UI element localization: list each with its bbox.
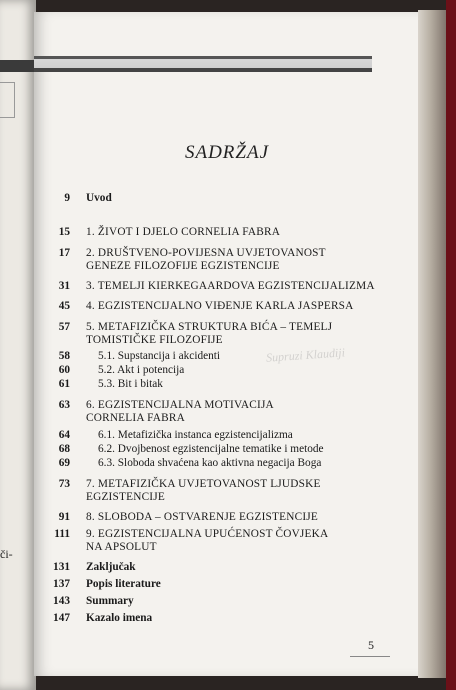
toc-title: 9. EGZISTENCIJALNA UPUĆENOST ČOVJEKA xyxy=(86,528,329,540)
toc-title: 5.2. Akt i potencija xyxy=(98,364,185,376)
toc-page-number: 111 xyxy=(54,528,70,540)
toc-page-number: 69 xyxy=(58,457,70,469)
toc-title: Popis literature xyxy=(86,578,161,590)
toc-title: 7. METAFIZIČKA UVJETOVANOST LJUDSKE xyxy=(86,478,321,490)
toc-page-number: 73 xyxy=(58,478,70,490)
toc-page-number: 143 xyxy=(53,595,70,607)
toc-page-number: 131 xyxy=(53,561,70,573)
toc-title: Uvod xyxy=(86,192,112,204)
toc-title: Zaključak xyxy=(86,561,136,573)
book-cover-edge xyxy=(446,0,456,690)
header-bar xyxy=(34,56,372,72)
toc-title-continuation: CORNELIA FABRA xyxy=(86,412,185,424)
toc-title: 4. EGZISTENCIJALNO VIĐENJE KARLA JASPERSA xyxy=(86,300,354,312)
page-corner-line xyxy=(350,656,390,657)
toc-title-continuation: GENEZE FILOZOFIJE EGZISTENCIJE xyxy=(86,260,280,272)
toc-page-number: 57 xyxy=(58,321,70,333)
toc-title: 6.2. Dvojbenost egzistencijalne tematike i metode xyxy=(98,443,324,455)
page-number: 5 xyxy=(368,638,374,652)
toc-title-continuation: NA APSOLUT xyxy=(86,541,157,553)
previous-page-text-fragment: či- xyxy=(0,547,13,561)
toc-page-number: 64 xyxy=(58,429,70,441)
toc-title-continuation: TOMISTIČKE FILOZOFIJE xyxy=(86,334,223,346)
toc-title: 8. SLOBODA – OSTVARENJE EGZISTENCIJE xyxy=(86,511,318,523)
toc-page-number: 45 xyxy=(58,300,70,312)
toc-title-continuation: EGZISTENCIJE xyxy=(86,491,165,503)
toc-title: 2. DRUŠTVENO-POVIJESNA UVJETOVANOST xyxy=(86,247,326,259)
toc-page-number: 58 xyxy=(58,350,70,362)
toc-page-number: 61 xyxy=(58,378,70,390)
toc-title: 6. EGZISTENCIJALNA MOTIVACIJA xyxy=(86,399,274,411)
toc-page-number: 137 xyxy=(53,578,70,590)
toc-page-number: 17 xyxy=(58,247,70,259)
toc-title: 5.1. Supstancija i akcidenti xyxy=(98,350,221,362)
toc-page-number: 63 xyxy=(58,399,70,411)
toc-page-number: 60 xyxy=(58,364,70,376)
previous-page-edge xyxy=(0,0,36,690)
toc-page-number: 91 xyxy=(58,511,70,523)
toc-page-number: 15 xyxy=(58,226,70,238)
toc-title: 5.3. Bit i bitak xyxy=(98,378,163,390)
toc-page-number: 68 xyxy=(58,443,70,455)
toc-title: Kazalo imena xyxy=(86,612,153,624)
watermark-stamp: Supruzi Klaudiji xyxy=(265,345,346,365)
toc-page-number: 147 xyxy=(53,612,70,624)
previous-page-header-bar xyxy=(0,60,34,72)
toc-page-number: 31 xyxy=(58,280,70,292)
toc-title: Summary xyxy=(86,595,134,607)
toc-title: 3. TEMELJI KIERKEGAARDOVA EGZISTENCIJALIZMA xyxy=(86,280,375,292)
contents-page xyxy=(34,12,420,676)
toc-title: 1. ŽIVOT I DJELO CORNELIA FABRA xyxy=(86,226,281,238)
previous-page-box xyxy=(0,82,15,118)
toc-page-number: 9 xyxy=(64,192,70,204)
book-page-edges xyxy=(418,10,448,678)
toc-title: 6.1. Metafizička instanca egzistencijalizma xyxy=(98,429,293,441)
toc-title: 5. METAFIZIČKA STRUKTURA BIĆA – TEMELJ xyxy=(86,321,333,333)
toc-title: 6.3. Sloboda shvaćena kao aktivna negacija Boga xyxy=(98,457,322,469)
page-title: SADRŽAJ xyxy=(184,142,270,163)
